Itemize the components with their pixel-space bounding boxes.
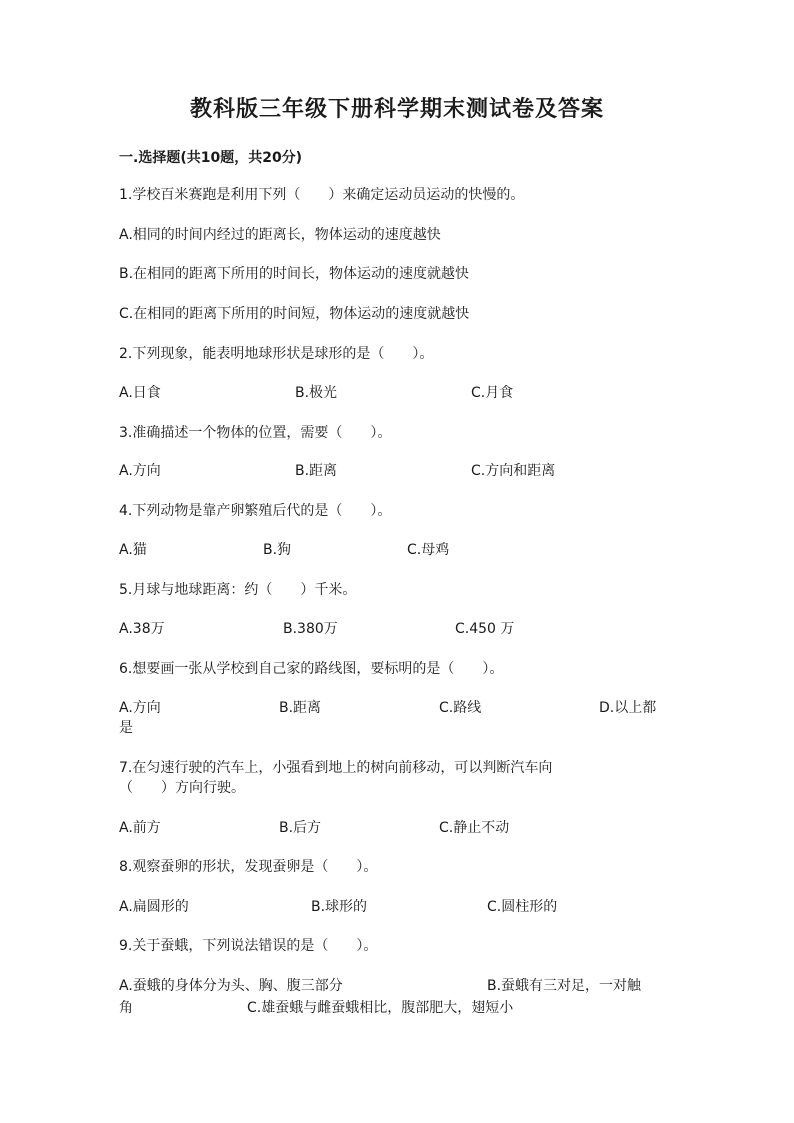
- question-6-option-c: C.路线: [439, 700, 482, 716]
- question-9-option-b: B.蚕蛾有三对足，一对触: [487, 978, 642, 994]
- question-5-option-c: C.450 万: [455, 621, 515, 637]
- question-7-stem-line1: 7.在匀速行驶的汽车上，小强看到地上的树向前移动，可以判断汽车向: [119, 760, 553, 776]
- question-3-option-b: B.距离: [295, 463, 338, 479]
- question-4-option-a: A.猫: [119, 542, 147, 558]
- question-6-option-d-wrap: 是: [119, 720, 133, 736]
- question-2-option-c: C.月食: [471, 385, 514, 401]
- question-7-stem-line2: （ ）方向行驶。: [119, 780, 245, 796]
- question-3-option-c: C.方向和距离: [471, 463, 556, 479]
- question-5-option-b: B.380万: [283, 621, 338, 637]
- question-8-option-a: A.扁圆形的: [119, 899, 189, 915]
- question-1-stem: 1.学校百米赛跑是利用下列（ ）来确定运动员运动的快慢的。: [119, 187, 525, 203]
- section-heading-choice: 一.选择题(共10题，共20分): [119, 150, 303, 166]
- question-2-stem: 2.下列现象，能表明地球形状是球形的是（ ）。: [119, 346, 434, 362]
- page-title: 教科版三年级下册科学期末测试卷及答案: [189, 96, 604, 122]
- question-6-stem: 6.想要画一张从学校到自己家的路线图，要标明的是（ ）。: [119, 661, 504, 677]
- question-8-option-c: C.圆柱形的: [487, 899, 558, 915]
- question-9-option-b-wrap: 角: [119, 1000, 133, 1016]
- question-2-option-a: A.日食: [119, 385, 161, 401]
- question-7-option-a: A.前方: [119, 820, 161, 836]
- question-5-option-a: A.38万: [119, 621, 165, 637]
- question-4-stem: 4.下列动物是靠产卵繁殖后代的是（ ）。: [119, 503, 392, 519]
- question-5-stem: 5.月球与地球距离：约（ ）千米。: [119, 582, 357, 598]
- question-6-option-a: A.方向: [119, 700, 161, 716]
- question-7-option-c: C.静止不动: [439, 820, 510, 836]
- question-3-option-a: A.方向: [119, 463, 161, 479]
- question-1-option-c: C.在相同的距离下所用的时间短，物体运动的速度就越快: [119, 306, 470, 322]
- question-3-stem: 3.准确描述一个物体的位置，需要（ ）。: [119, 425, 392, 441]
- question-9-option-c: C.雄蚕蛾与雌蚕蛾相比，腹部肥大，翅短小: [247, 1000, 514, 1016]
- question-6-option-b: B.距离: [279, 700, 322, 716]
- question-4-option-c: C.母鸡: [407, 542, 450, 558]
- question-7-option-b: B.后方: [279, 820, 322, 836]
- question-4-option-b: B.狗: [263, 542, 292, 558]
- question-9-stem: 9.关于蚕蛾，下列说法错误的是（ ）。: [119, 938, 378, 954]
- question-1-option-b: B.在相同的距离下所用的时间长，物体运动的速度就越快: [119, 266, 470, 282]
- question-8-stem: 8.观察蚕卵的形状，发现蚕卵是（ ）。: [119, 859, 378, 875]
- question-8-option-b: B.球形的: [311, 899, 368, 915]
- question-1-option-a: A.相同的时间内经过的距离长，物体运动的速度越快: [119, 227, 441, 243]
- question-2-option-b: B.极光: [295, 385, 338, 401]
- question-6-option-d: D.以上都: [599, 700, 657, 716]
- question-9-option-a: A.蚕蛾的身体分为头、胸、腹三部分: [119, 978, 343, 994]
